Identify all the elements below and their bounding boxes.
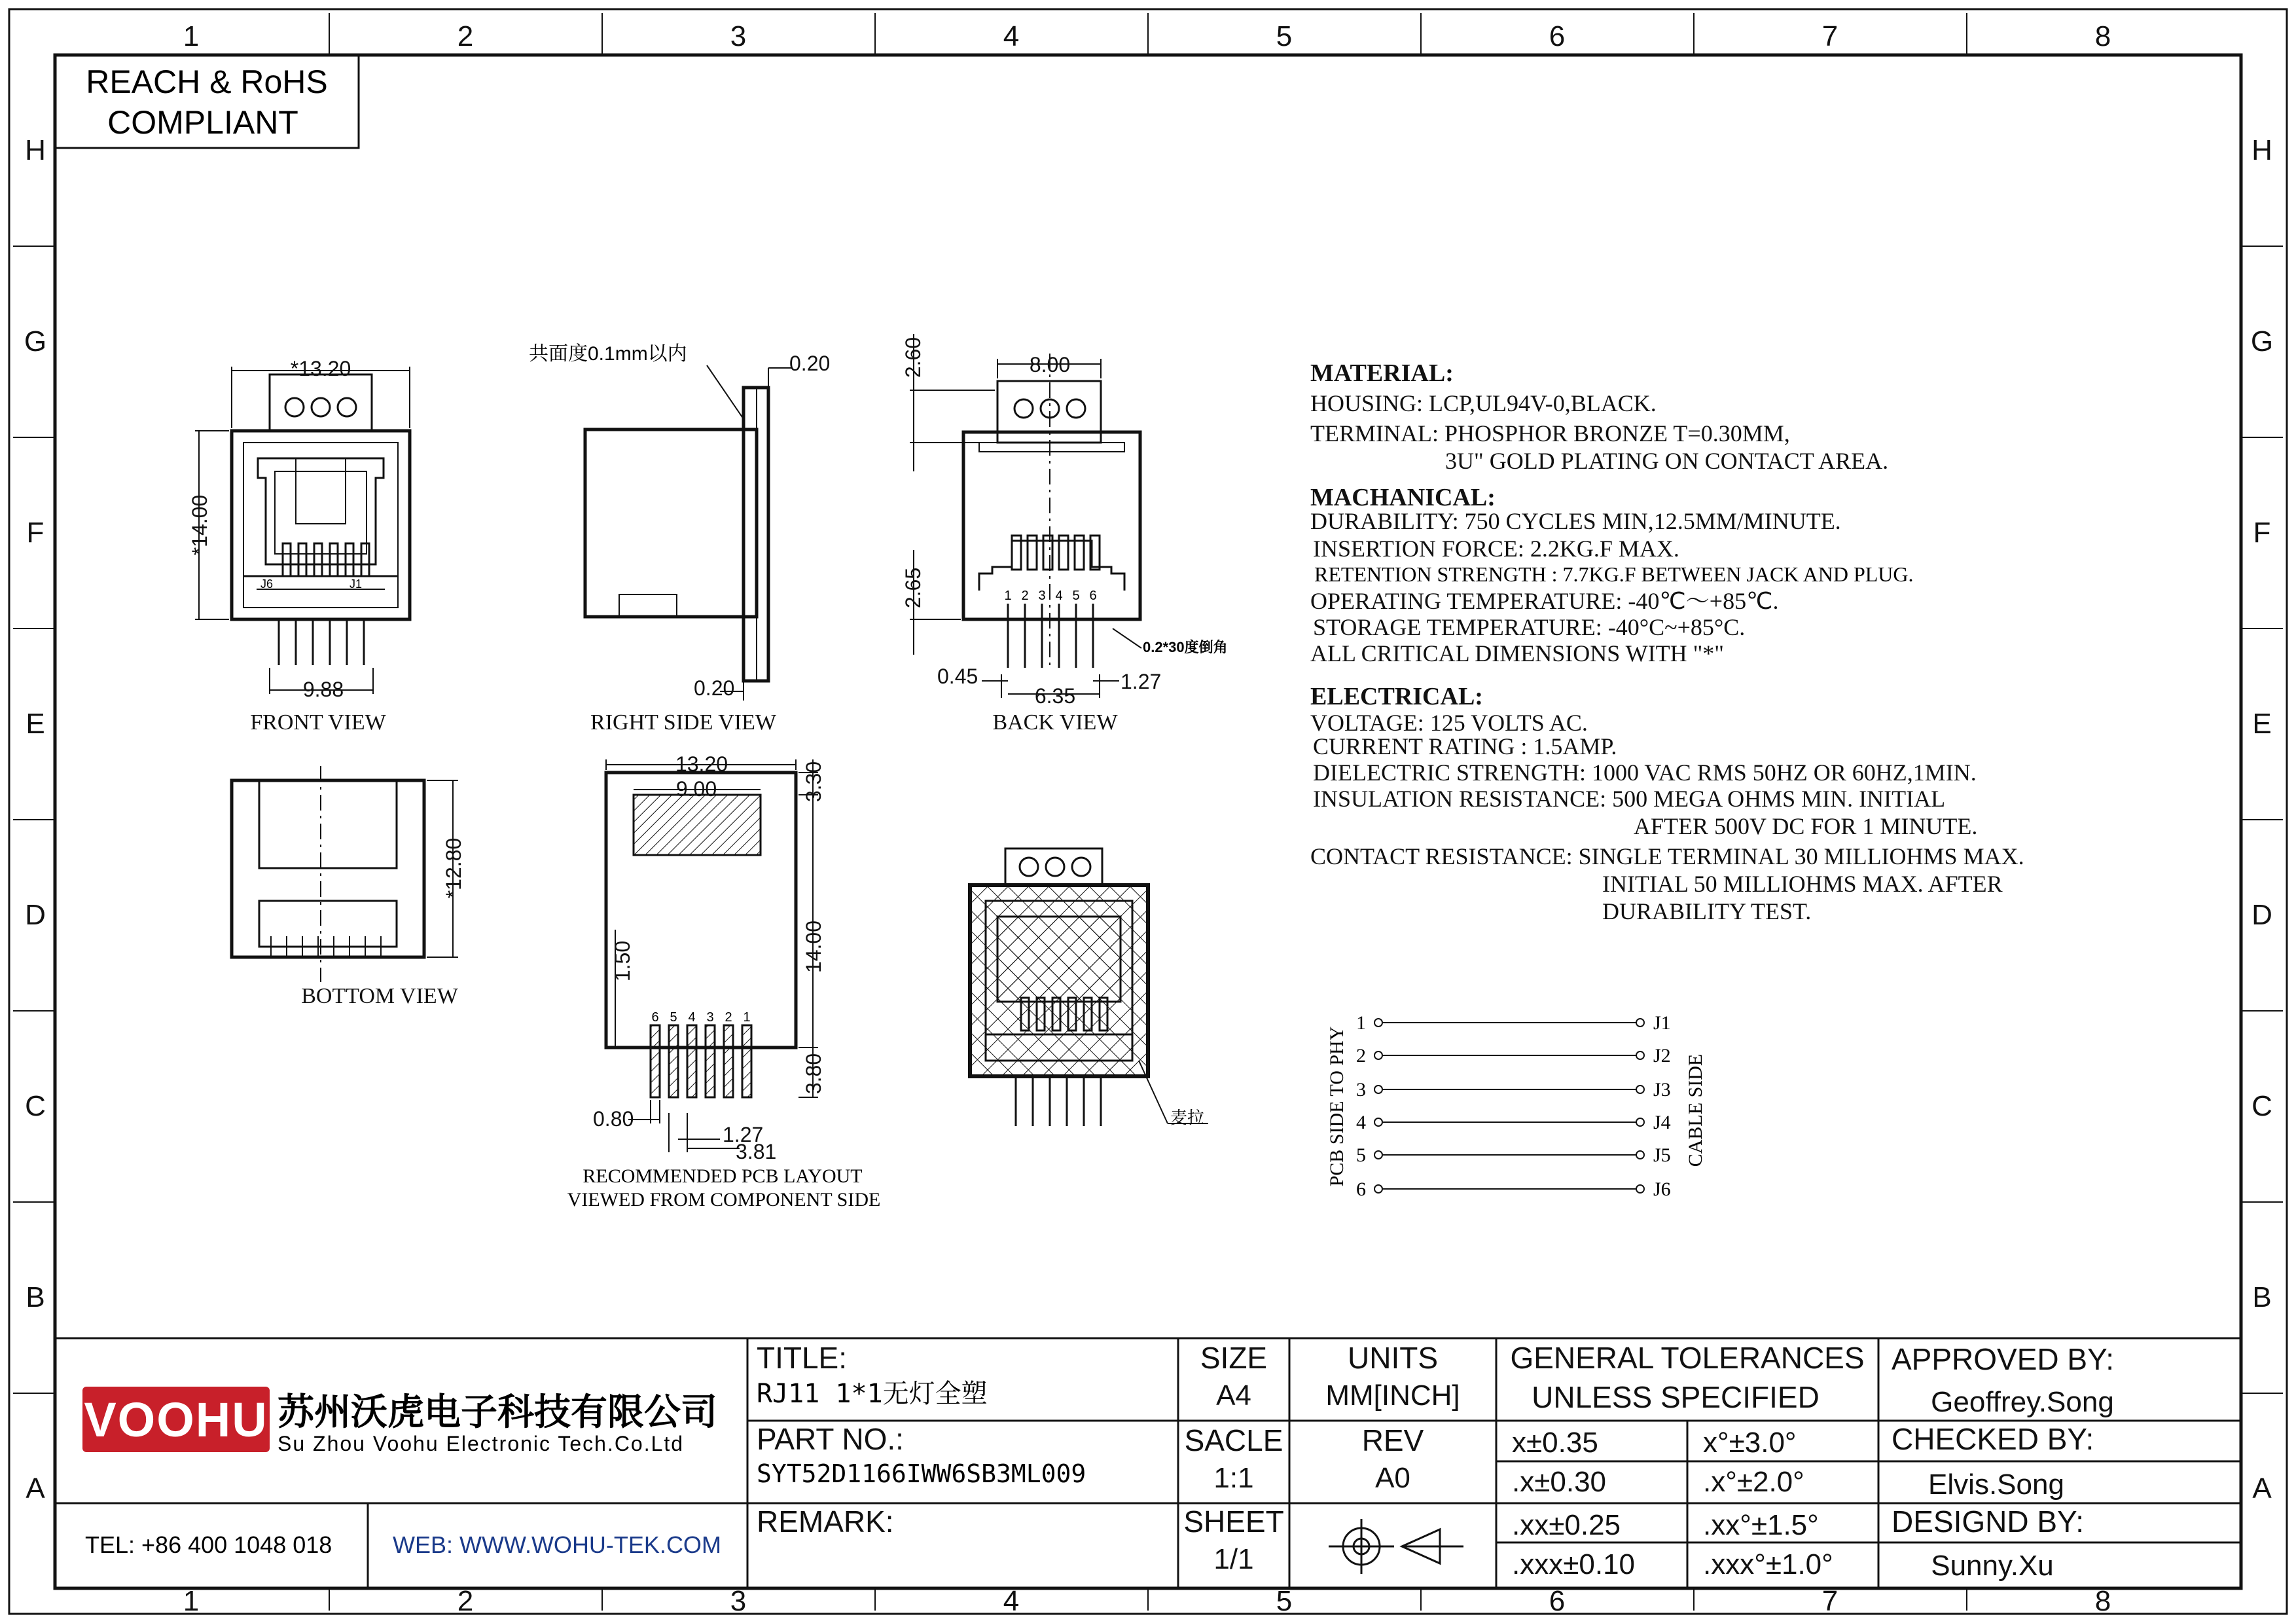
tolerance-linear-2: .xx±0.25 — [1512, 1509, 1621, 1541]
zone-row-a-right: A — [2252, 1472, 2272, 1504]
company-logo — [82, 1387, 270, 1452]
pcb-pin-1: 1 — [743, 1010, 751, 1025]
title-value: RJ11 1*1无灯全塑 — [757, 1379, 988, 1409]
zone-row-h: H — [25, 134, 46, 166]
pcb-pin-6: 6 — [651, 1010, 659, 1025]
mechanical-line-5: STORAGE TEMPERATURE: -40°C~+85°C. — [1313, 614, 1746, 640]
tolerance-angular-2: .xx°±1.5° — [1703, 1509, 1819, 1541]
sheet-label: SHEET — [1183, 1504, 1284, 1539]
zone-row-d-right: D — [2251, 899, 2272, 931]
schematic-left-label: PCB SIDE TO PHY — [1326, 1026, 1348, 1187]
electrical-line-1: VOLTAGE: 125 VOLTS AC. — [1310, 710, 1588, 736]
zone-row-e-right: E — [2252, 708, 2272, 740]
mechanical-line-4: OPERATING TEMPERATURE: -40℃～+85℃. — [1310, 588, 1779, 614]
zone-col-4-bottom: 4 — [1003, 1585, 1020, 1617]
back-dim-right: 1.27 — [1121, 670, 1162, 693]
electrical-line-3: DIELECTRIC STRENGTH: 1000 VAC RMS 50HZ OR 60HZ,1MIN. — [1313, 759, 1977, 786]
designed-by-label: DESIGND BY: — [1892, 1504, 2084, 1539]
mechanical-heading: MACHANICAL: — [1310, 484, 1496, 511]
material-line-1: HOUSING: LCP,UL94V-0,BLACK. — [1310, 390, 1657, 416]
third-angle-projection-icon — [1329, 1519, 1463, 1574]
front-view-caption: FRONT VIEW — [250, 710, 386, 735]
scale-label: SACLE — [1184, 1423, 1283, 1457]
schematic-pin-j5: J5 — [1653, 1144, 1671, 1166]
right-view-coplanarity-note: 共面度0.1mm以内 — [529, 343, 687, 365]
zone-row-b: B — [26, 1281, 45, 1313]
zone-row-f: F — [26, 517, 45, 549]
material-heading: MATERIAL: — [1310, 359, 1454, 387]
zone-row-h-right: H — [2251, 134, 2272, 166]
back-pin-2: 2 — [1021, 589, 1029, 603]
electrical-line-5: AFTER 500V DC FOR 1 MINUTE. — [1634, 813, 1978, 839]
specifications — [1310, 359, 2024, 924]
wiring-schematic — [1326, 1012, 1706, 1200]
scale-value: 1:1 — [1213, 1462, 1254, 1494]
title-label: TITLE: — [757, 1341, 848, 1375]
pcb-pin-2: 2 — [725, 1010, 732, 1025]
checked-by-label: CHECKED BY: — [1892, 1422, 2094, 1456]
back-pin-3: 3 — [1038, 589, 1046, 603]
compliance-line-1: REACH & RoHS — [86, 64, 328, 100]
zone-row-a: A — [26, 1472, 45, 1504]
pcb-pin-3: 3 — [706, 1010, 714, 1025]
back-pin-4: 4 — [1055, 589, 1063, 603]
pcb-pin-4: 4 — [688, 1010, 696, 1025]
back-pin-1: 1 — [1004, 589, 1012, 603]
zone-col-1: 1 — [183, 20, 200, 52]
logo-text: VOOHU — [84, 1393, 268, 1447]
zone-row-f-right: F — [2253, 517, 2271, 549]
pcb-caption-line-2: VIEWED FROM COMPONENT SIDE — [567, 1189, 881, 1211]
tolerance-linear-3: .xxx±0.10 — [1512, 1548, 1636, 1580]
checked-by-value: Elvis.Song — [1928, 1468, 2064, 1501]
back-chamfer-note: 0.2*30度倒角 — [1143, 639, 1228, 655]
zone-col-6-bottom: 6 — [1549, 1585, 1566, 1617]
mechanical-line-1: DURABILITY: 750 CYCLES MIN,12.5MM/MINUTE. — [1310, 508, 1841, 534]
schematic-pin-6: 6 — [1356, 1178, 1366, 1200]
zone-row-g-right: G — [2250, 325, 2274, 357]
approved-by-value: Geoffrey.Song — [1931, 1386, 2114, 1418]
zone-col-6: 6 — [1549, 20, 1566, 52]
zone-col-2: 2 — [457, 20, 474, 52]
schematic-pin-j6: J6 — [1653, 1178, 1671, 1200]
size-value: A4 — [1216, 1379, 1251, 1412]
bottom-view — [232, 766, 465, 1008]
zone-row-d: D — [25, 899, 46, 931]
bottom-view-caption: BOTTOM VIEW — [301, 984, 458, 1008]
back-pin-6: 6 — [1089, 589, 1097, 603]
zone-row-c: C — [25, 1090, 46, 1122]
back-dim-pitch: 6.35 — [1034, 684, 1076, 708]
pcb-caption-line-1: RECOMMENDED PCB LAYOUT — [583, 1165, 863, 1187]
right-view-caption: RIGHT SIDE VIEW — [590, 710, 776, 735]
zone-col-5: 5 — [1276, 20, 1293, 52]
zone-col-7: 7 — [1821, 20, 1839, 52]
designed-by-value: Sunny.Xu — [1931, 1550, 2054, 1582]
pcb-dim-outer: 13.20 — [675, 752, 728, 776]
material-line-2: TERMINAL: PHOSPHOR BRONZE T=0.30MM, — [1310, 420, 1790, 447]
part-no-label: PART NO.: — [757, 1422, 904, 1456]
zone-row-c-right: C — [2251, 1090, 2272, 1122]
section-mylar-note: 麦拉 — [1170, 1108, 1205, 1127]
schematic-right-label: CABLE SIDE — [1685, 1053, 1706, 1167]
pcb-dim-inner: 9.00 — [675, 777, 717, 801]
company-name-cn: 苏州沃虎电子科技有限公司 — [278, 1391, 717, 1432]
zone-col-3: 3 — [730, 20, 747, 52]
zone-row-e: E — [26, 708, 45, 740]
rev-label: REV — [1361, 1423, 1424, 1457]
right-dim-top: 0.20 — [789, 352, 831, 375]
compliance-line-2: COMPLIANT — [107, 104, 298, 141]
zone-col-8-bottom: 8 — [2094, 1585, 2111, 1617]
approved-by-label: APPROVED BY: — [1892, 1342, 2115, 1376]
rev-value: A0 — [1375, 1462, 1410, 1494]
front-dim-pins: 9.88 — [302, 678, 344, 701]
tolerance-linear-0: x±0.35 — [1512, 1427, 1598, 1459]
pcb-dim-pad: 0.80 — [593, 1107, 634, 1131]
bottom-dim-height: *12.80 — [442, 837, 465, 899]
back-dim-top: 2.60 — [901, 337, 925, 378]
zone-col-1-bottom: 1 — [183, 1585, 200, 1617]
back-dim-mid: 2.65 — [901, 567, 925, 609]
remark-label: REMARK: — [757, 1504, 894, 1539]
front-dim-height: *14.00 — [188, 494, 211, 556]
units-value: MM[INCH] — [1325, 1379, 1460, 1412]
right-side-view — [529, 343, 830, 735]
zone-row-b-right: B — [2252, 1281, 2272, 1313]
tolerance-heading-1: GENERAL TOLERANCES — [1510, 1341, 1865, 1375]
front-pin-label-j1: J1 — [350, 577, 363, 591]
sheet-value: 1/1 — [1213, 1543, 1254, 1575]
tolerance-linear-1: .x±0.30 — [1512, 1466, 1607, 1498]
back-dim-left: 0.45 — [937, 665, 978, 688]
front-view — [188, 357, 410, 735]
back-view-caption: BACK VIEW — [992, 710, 1118, 735]
schematic-pin-5: 5 — [1356, 1144, 1366, 1166]
schematic-pin-j1: J1 — [1653, 1012, 1671, 1034]
schematic-pin-4: 4 — [1356, 1112, 1366, 1133]
schematic-pin-j2: J2 — [1653, 1045, 1671, 1067]
tolerance-angular-3: .xxx°±1.0° — [1703, 1548, 1833, 1580]
title-block — [55, 1338, 2241, 1588]
electrical-line-4: INSULATION RESISTANCE: 500 MEGA OHMS MIN. INITIAL — [1313, 786, 1946, 812]
zone-col-7-bottom: 7 — [1821, 1585, 1839, 1617]
pcb-dim-pitch: 1.27 — [723, 1123, 764, 1146]
pcb-pin-5: 5 — [670, 1010, 677, 1025]
schematic-pin-j4: J4 — [1653, 1112, 1671, 1133]
part-no-value: SYT52D1166IWW6SB3ML009 — [757, 1459, 1086, 1488]
zone-col-3-bottom: 3 — [730, 1585, 747, 1617]
back-pin-5: 5 — [1072, 589, 1080, 603]
pcb-dim-main: 14.00 — [802, 920, 825, 974]
schematic-pin-3: 3 — [1356, 1079, 1366, 1101]
electrical-line-8: DURABILITY TEST. — [1602, 898, 1812, 924]
electrical-line-2: CURRENT RATING : 1.5AMP. — [1313, 733, 1617, 759]
electrical-line-7: INITIAL 50 MILLIOHMS MAX. AFTER — [1602, 871, 2003, 897]
schematic-pin-1: 1 — [1356, 1012, 1366, 1034]
section-view — [970, 848, 1208, 1127]
pcb-layout-view — [567, 752, 881, 1211]
back-view — [901, 334, 1228, 735]
back-dim-width: 8.00 — [1029, 353, 1071, 376]
zone-col-2-bottom: 2 — [457, 1585, 474, 1617]
zone-col-8: 8 — [2094, 20, 2111, 52]
electrical-heading: ELECTRICAL: — [1310, 683, 1483, 710]
pcb-dim-top: 3.30 — [802, 761, 825, 803]
pcb-dim-span: 3.81 — [736, 1140, 777, 1163]
zone-col-4: 4 — [1003, 20, 1020, 52]
zone-col-5-bottom: 5 — [1276, 1585, 1293, 1617]
tolerance-angular-0: x°±3.0° — [1703, 1427, 1797, 1459]
compliance-box — [55, 55, 359, 148]
pcb-dim-lower: 3.80 — [802, 1053, 825, 1095]
mechanical-line-2: INSERTION FORCE: 2.2KG.F MAX. — [1313, 536, 1679, 562]
size-label: SIZE — [1200, 1341, 1268, 1375]
right-dim-bottom: 0.20 — [694, 676, 735, 700]
mechanical-line-3: RETENTION STRENGTH : 7.7KG.F BETWEEN JACK AND PLUG. — [1314, 562, 1914, 586]
front-pin-label-j6: J6 — [260, 577, 274, 591]
mechanical-line-6: ALL CRITICAL DIMENSIONS WITH "*" — [1310, 640, 1725, 666]
tolerance-heading-2: UNLESS SPECIFIED — [1532, 1380, 1820, 1414]
schematic-pin-j3: J3 — [1653, 1079, 1671, 1101]
units-label: UNITS — [1348, 1341, 1438, 1375]
company-web-link[interactable]: WEB: WWW.WOHU-TEK.COM — [393, 1531, 721, 1558]
tolerance-angular-1: .x°±2.0° — [1703, 1466, 1804, 1498]
pcb-dim-side: 1.50 — [611, 940, 634, 982]
schematic-pin-2: 2 — [1356, 1045, 1366, 1067]
material-line-3: 3U" GOLD PLATING ON CONTACT AREA. — [1445, 448, 1889, 474]
electrical-line-6: CONTACT RESISTANCE: SINGLE TERMINAL 30 MILLIOHMS MAX. — [1310, 843, 2024, 869]
company-name-en: Su Zhou Voohu Electronic Tech.Co.Ltd — [278, 1432, 685, 1455]
company-tel: TEL: +86 400 1048 018 — [85, 1531, 332, 1558]
front-dim-width: *13.20 — [290, 357, 351, 380]
zone-row-g: G — [24, 325, 47, 357]
